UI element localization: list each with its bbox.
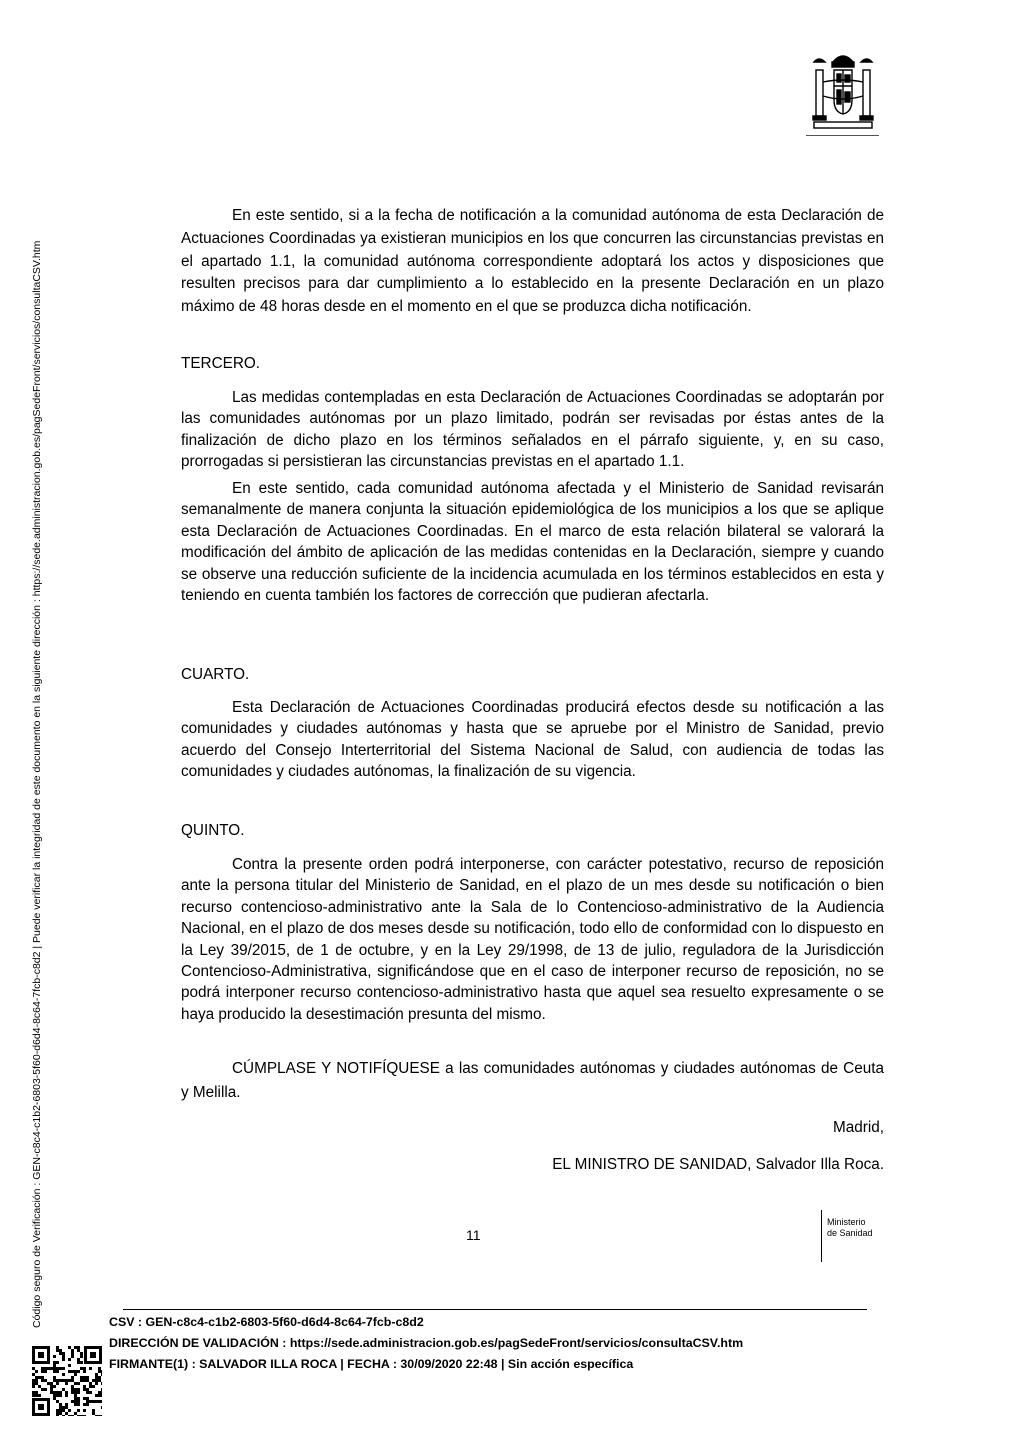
footer-validation-address[interactable]: DIRECCIÓN DE VALIDACIÓN : https://sede.administracion.gob.es/pagSedeFront/servicios/consultaCSV.htm: [109, 1336, 744, 1350]
closing-signature: EL MINISTRO DE SANIDAD, Salvador Illa Roca.: [552, 1156, 884, 1173]
closing-place: Madrid,: [832, 1119, 884, 1136]
ministry-tag-line1: Ministerio: [827, 1217, 866, 1227]
paragraph-intro: En este sentido, si a la fecha de notificación a la comunidad autónoma de esta Declaración de Actuaciones Coordinadas ya existieran municipios en los que concurren las circunstancias previstas en el apartado 1.1, la comunidad autónoma correspondiente adoptará los actos y disposiciones que resulten precisos para dar cumplimiento a lo establecido en la presente Declaración en un plazo máximo de 48 horas desde en el momento en el que se produzca dicha notificación.: [181, 207, 884, 316]
heading-cuarto: CUARTO.: [181, 666, 250, 683]
ministry-tag: [821, 1210, 873, 1262]
paragraph-tercero: Las medidas contempladas en esta Declaración de Actuaciones Coordinadas se adoptarán por las comunidades autónomas por un plazo limitado, podrán ser revisadas por éstas antes de la finalización de dicho plazo en los términos señalados en el párrafo siguiente, y, en su caso, prorrogadas si persistieran las circunstancias previstas en el apartado 1.1.: [181, 389, 884, 471]
ministry-tag-line2: de Sanidad: [827, 1228, 873, 1238]
footer-rule: [123, 1309, 867, 1310]
footer-csv: CSV : GEN-c8c4-c1b2-6803-5f60-d6d4-8c64-7fcb-c8d2: [109, 1315, 424, 1329]
verification-side-text: Código seguro de Verificación : GEN-c8c4-c1b2-6803-5f60-d6d4-8c64-7fcb-c8d2 | Puede verificar la integridad de este documento en la siguiente dirección : https://sede.administracion.gob.es/pagSedeFront/servicios/consultaCSV.htm: [31, 240, 43, 1328]
paragraph-cuarto: Esta Declaración de Actuaciones Coordinadas producirá efectos desde su notificación a las comunidades y ciudades autónomas y hasta que se apruebe por el Ministro de Sanidad, previo acuerdo del Consejo Interterritorial del Sistema Nacional de Salud, con audiencia de todas las comunidades y ciudades autónomas, la finalización de su vigencia.: [181, 699, 884, 781]
paragraph-quinto: Contra la presente orden podrá interponerse, con carácter potestativo, recurso de reposición ante la persona titular del Ministerio de Sanidad, en el plazo de un mes desde su notificación o bien recurso contencioso-administrativo ante la Sala de lo Contencioso-administrativo de la Audiencia Nacional, en el plazo de dos meses desde su notificación, todo ello de conformidad con lo dispuesto en la Ley 39/2015, de 1 de octubre, y en la Ley 29/1998, de 13 de julio, reguladora de la Jurisdicción Contencioso-Administrativa, significándose que en el caso de interponer recurso de reposición, no se podrá interponer recurso contencioso-administrativo hasta que aquel sea resuelto expresamente o se haya producido la desestimación presunta del mismo.: [181, 856, 884, 1023]
heading-tercero: TERCERO.: [181, 355, 261, 372]
qr-code-icon: [32, 1346, 102, 1416]
paragraph-tercero-review: En este sentido, cada comunidad autónoma afectada y el Ministerio de Sanidad revisarán semanalmente de manera conjunta la situación epidemiológica de los municipios a los que se aplique esta Declaración de Actuaciones Coordinadas. En el marco de esta relación bilateral se valorará la modificación del ámbito de aplicación de las medidas contenidas en la Declaración, siempre y cuando se observe una reducción suficiente de la incidencia acumulada en los términos establecidos en esta y teniendo en cuenta también los factores de corrección que pudieran afectarla.: [181, 480, 884, 605]
spanish-coat-of-arms-icon: [806, 48, 880, 134]
heading-quinto: QUINTO.: [181, 822, 245, 839]
page-number: 11: [466, 1227, 481, 1243]
paragraph-cumplase: CÚMPLASE Y NOTIFÍQUESE a las comunidades autónomas y ciudades autónomas de Ceuta y Melilla.: [181, 1060, 884, 1101]
footer-signer: FIRMANTE(1) : SALVADOR ILLA ROCA | FECHA : 30/09/2020 22:48 | Sin acción específica: [109, 1357, 634, 1371]
header-rule: [806, 135, 879, 136]
